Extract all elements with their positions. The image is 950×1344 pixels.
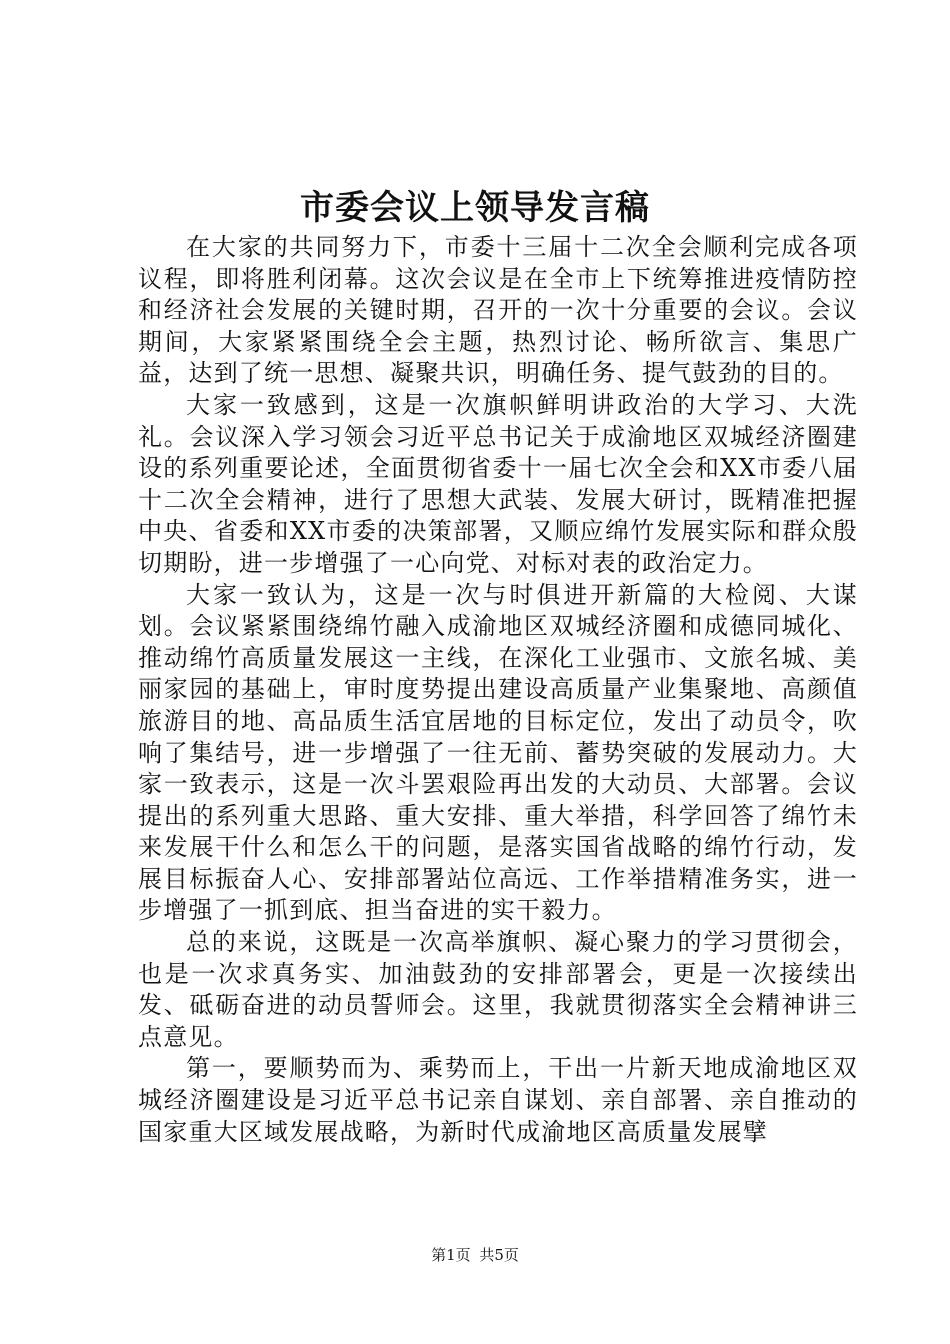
paragraph-3: 大家一致认为，这是一次与时俱进开新篇的大检阅、大谋划。会议紧紧围绕绵竹融入成渝地区双城经济圈和成德同城化、推动绵竹高质量发展这一主线，在深化工业强市、文旅名城、美丽家园的基础上，审时度势提出建设高质量产业集聚地、高颜值旅游目的地、高品质生活宜居地的目标定位，发出了动员令，吹响了集结号，进一步增强了一往无前、蓄势突破的发展动力。大家一致表示，这是一次斗罢艰险再出发的大动员、大部署。会议提出的系列重大思路、重大安排、重大举措，科学回答了绵竹未来发展干什么和怎么干的问题，是落实国省战略的绵竹行动，发展目标振奋人心、安排部署站位高远、工作举措精准务实，进一步增强了一抓到底、担当奋进的实干毅力。 (138, 580, 858, 925)
page-number: 第1页 (431, 1246, 471, 1264)
paragraph-2: 大家一致感到，这是一次旗帜鲜明讲政治的大学习、大洗礼。会议深入学习领会习近平总书记关于成渝地区双城经济圈建设的系列重要论述，全面贯彻省委十一届七次全会和XX市委八届十二次全会精神，进行了思想大武装、发展大研讨，既精准把握中央、省委和XX市委的决策部署，又顺应绵竹发展实际和群众殷切期盼，进一步增强了一心向党、对标对表的政治定力。 (138, 390, 858, 577)
paragraph-1: 在大家的共同努力下，市委十三届十二次全会顺利完成各项议程，即将胜利闭幕。这次会议是在全市上下统筹推进疫情防控和经济社会发展的关键时期，召开的一次十分重要的会议。会议期间，大家紧紧围绕全会主题，热烈讨论、畅所欲言、集思广益，达到了统一思想、凝聚共识，明确任务、提气鼓劲的目的。 (138, 233, 858, 388)
paragraph-4: 总的来说，这既是一次高举旗帜、凝心聚力的学习贯彻会，也是一次求真务实、加油鼓劲的安排部署会，更是一次接续出发、砥砺奋进的动员誓师会。这里，我就贯彻落实全会精神讲三点意见。 (138, 928, 858, 1051)
paragraph-5: 第一，要顺势而为、乘势而上，干出一片新天地成渝地区双城经济圈建设是习近平总书记亲自谋划、亲自部署、亲自推动的国家重大区域发展战略，为新时代成渝地区高质量发展擘 (138, 1054, 858, 1146)
document-title: 市委会议上领导发言稿 (300, 188, 650, 228)
page-footer (0, 1245, 950, 1265)
page-total: 共5页 (479, 1246, 519, 1264)
document-body (138, 232, 858, 1148)
